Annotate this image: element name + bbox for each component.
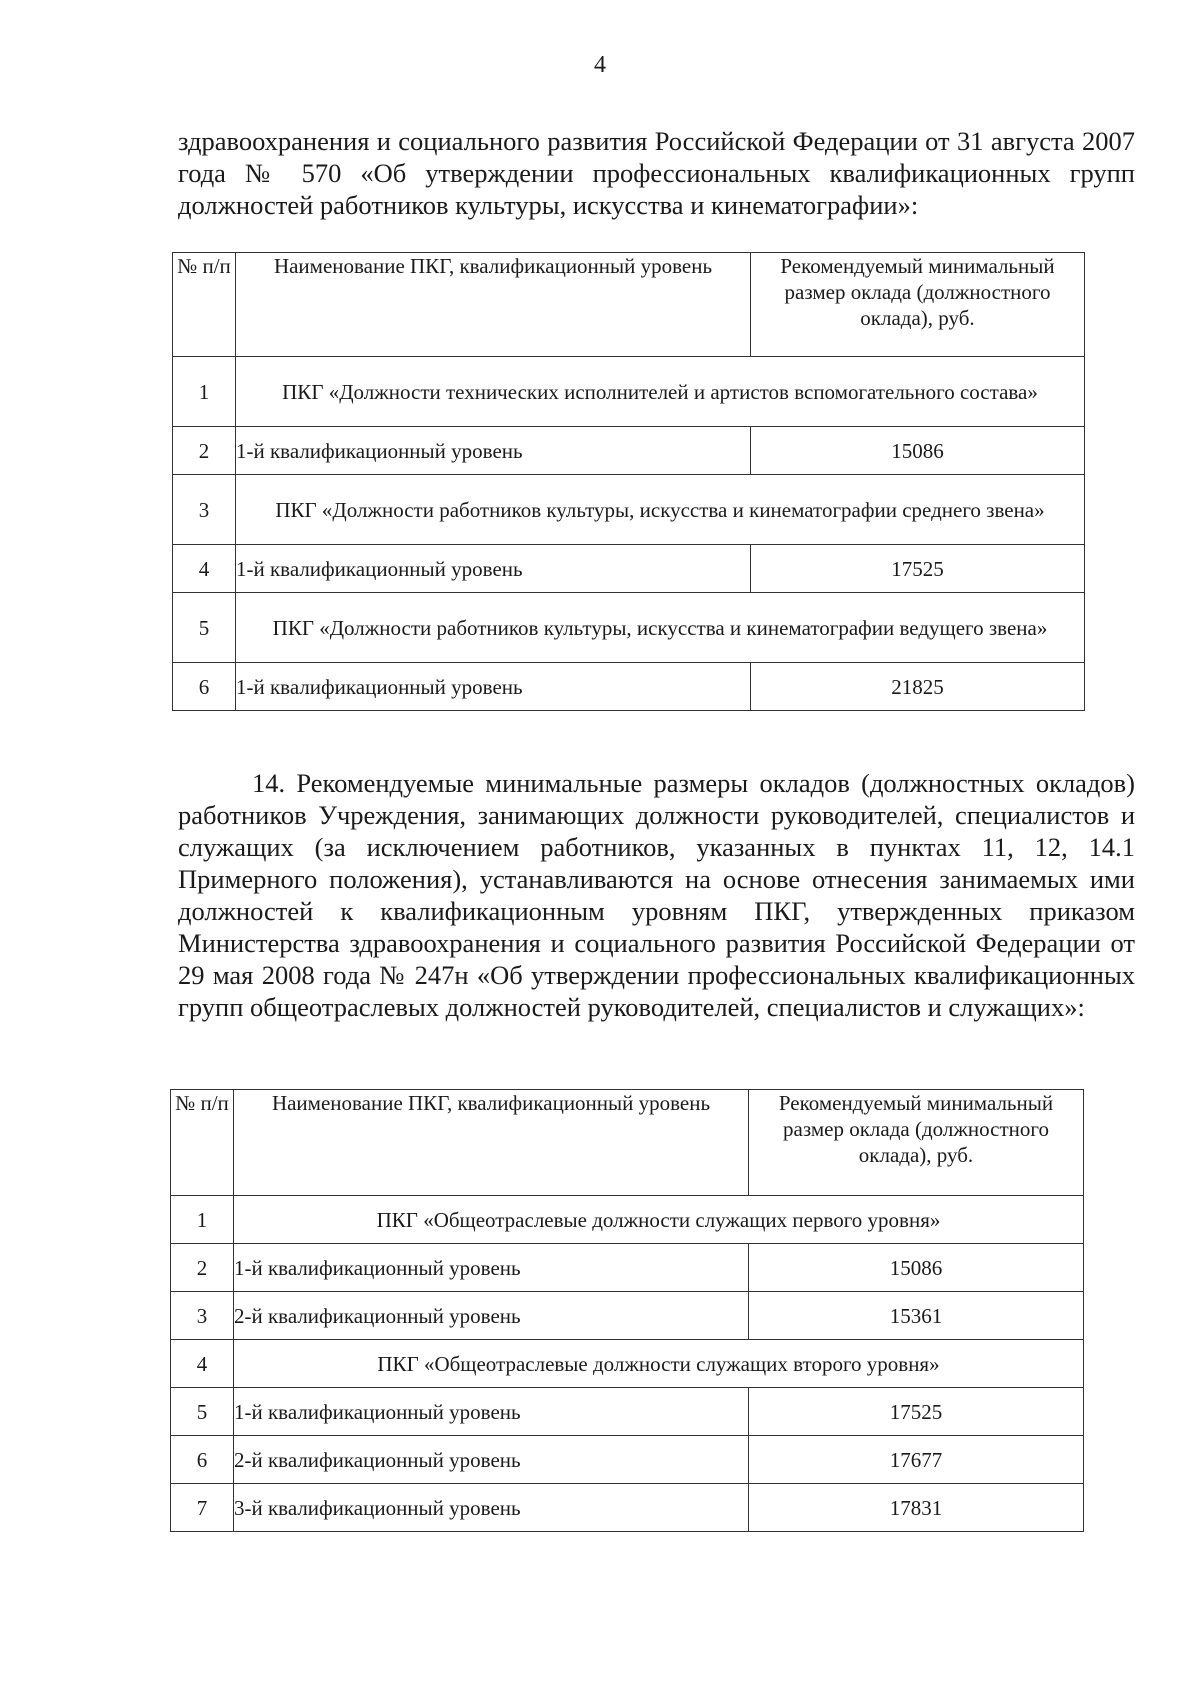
- salary-value: 17525: [749, 1388, 1084, 1436]
- group-title: ПКГ «Должности работников культуры, искусства и кинематографии ведущего звена»: [236, 593, 1085, 663]
- table-row: [173, 475, 1085, 545]
- row-num: 5: [173, 593, 236, 663]
- level-name: 3-й квалификационный уровень: [234, 1484, 749, 1532]
- row-num: 1: [173, 357, 236, 427]
- header-value: Рекомендуемый минимальный размер оклада (должностного оклада), руб.: [749, 1090, 1084, 1196]
- row-num: 2: [173, 427, 236, 475]
- table-row: [173, 357, 1085, 427]
- row-num: 6: [171, 1436, 234, 1484]
- row-num: 3: [171, 1292, 234, 1340]
- table-row: [171, 1244, 1084, 1292]
- level-name: 2-й квалификационный уровень: [234, 1436, 749, 1484]
- row-num: 6: [173, 663, 236, 711]
- table-header-row: [173, 253, 1085, 357]
- level-name: 1-й квалификационный уровень: [234, 1244, 749, 1292]
- intro-paragraph: здравоохранения и социального развития Российской Федерации от 31 августа 2007 года № 570 «Об утверждении профессиональных квалификационных групп должностей работников культуры, искусства и кинематографии»:: [178, 126, 1135, 220]
- header-value: Рекомендуемый минимальный размер оклада (должностного оклада), руб.: [751, 253, 1085, 357]
- page-number: 4: [594, 52, 606, 78]
- level-name: 2-й квалификационный уровень: [234, 1292, 749, 1340]
- table-row: [171, 1484, 1084, 1532]
- table-row: [171, 1196, 1084, 1244]
- salary-value: 21825: [751, 663, 1085, 711]
- row-num: 1: [171, 1196, 234, 1244]
- table-row: [173, 545, 1085, 593]
- row-num: 5: [171, 1388, 234, 1436]
- row-num: 3: [173, 475, 236, 545]
- salary-value: 17831: [749, 1484, 1084, 1532]
- table-row: [171, 1340, 1084, 1388]
- table-header-row: [171, 1090, 1084, 1196]
- group-title: ПКГ «Общеотраслевые должности служащих первого уровня»: [234, 1196, 1084, 1244]
- salary-table-culture: [172, 252, 1085, 711]
- level-name: 1-й квалификационный уровень: [234, 1388, 749, 1436]
- table-row: [173, 593, 1085, 663]
- header-num: № п/п: [173, 253, 236, 357]
- row-num: 4: [173, 545, 236, 593]
- table-row: [171, 1388, 1084, 1436]
- salary-value: 15086: [751, 427, 1085, 475]
- table-row: [171, 1436, 1084, 1484]
- salary-value: 15361: [749, 1292, 1084, 1340]
- salary-table-general: [170, 1089, 1084, 1532]
- level-name: 1-й квалификационный уровень: [236, 427, 751, 475]
- row-num: 7: [171, 1484, 234, 1532]
- table-row: [171, 1292, 1084, 1340]
- row-num: 4: [171, 1340, 234, 1388]
- group-title: ПКГ «Общеотраслевые должности служащих второго уровня»: [234, 1340, 1084, 1388]
- salary-value: 17525: [751, 545, 1085, 593]
- level-name: 1-й квалификационный уровень: [236, 663, 751, 711]
- level-name: 1-й квалификационный уровень: [236, 545, 751, 593]
- header-num: № п/п: [171, 1090, 234, 1196]
- paragraph-14: 14. Рекомендуемые минимальные размеры окладов (должностных окладов) работников Учреждения, занимающих должности руководителей, специалистов и служащих (за исключением работников, указанных в пунктах 11, 12, 14.1 Примерного положения), устанавливаются на основе отнесения занимаемых ими должностей к квалификационным уровням ПКГ, утвержденных приказом Министерства здравоохранения и социального развития Российской Федерации от 29 мая 2008 года № 247н «Об утверждении профессиональных квалификационных групп общеотраслевых должностей руководителей, специалистов и служащих»:: [178, 768, 1135, 1022]
- salary-value: 17677: [749, 1436, 1084, 1484]
- row-num: 2: [171, 1244, 234, 1292]
- header-name: Наименование ПКГ, квалификационный уровень: [234, 1090, 749, 1196]
- table-row: [173, 427, 1085, 475]
- group-title: ПКГ «Должности технических исполнителей и артистов вспомогательного состава»: [236, 357, 1085, 427]
- table-row: [173, 663, 1085, 711]
- header-name: Наименование ПКГ, квалификационный уровень: [236, 253, 751, 357]
- salary-value: 15086: [749, 1244, 1084, 1292]
- group-title: ПКГ «Должности работников культуры, искусства и кинематографии среднего звена»: [236, 475, 1085, 545]
